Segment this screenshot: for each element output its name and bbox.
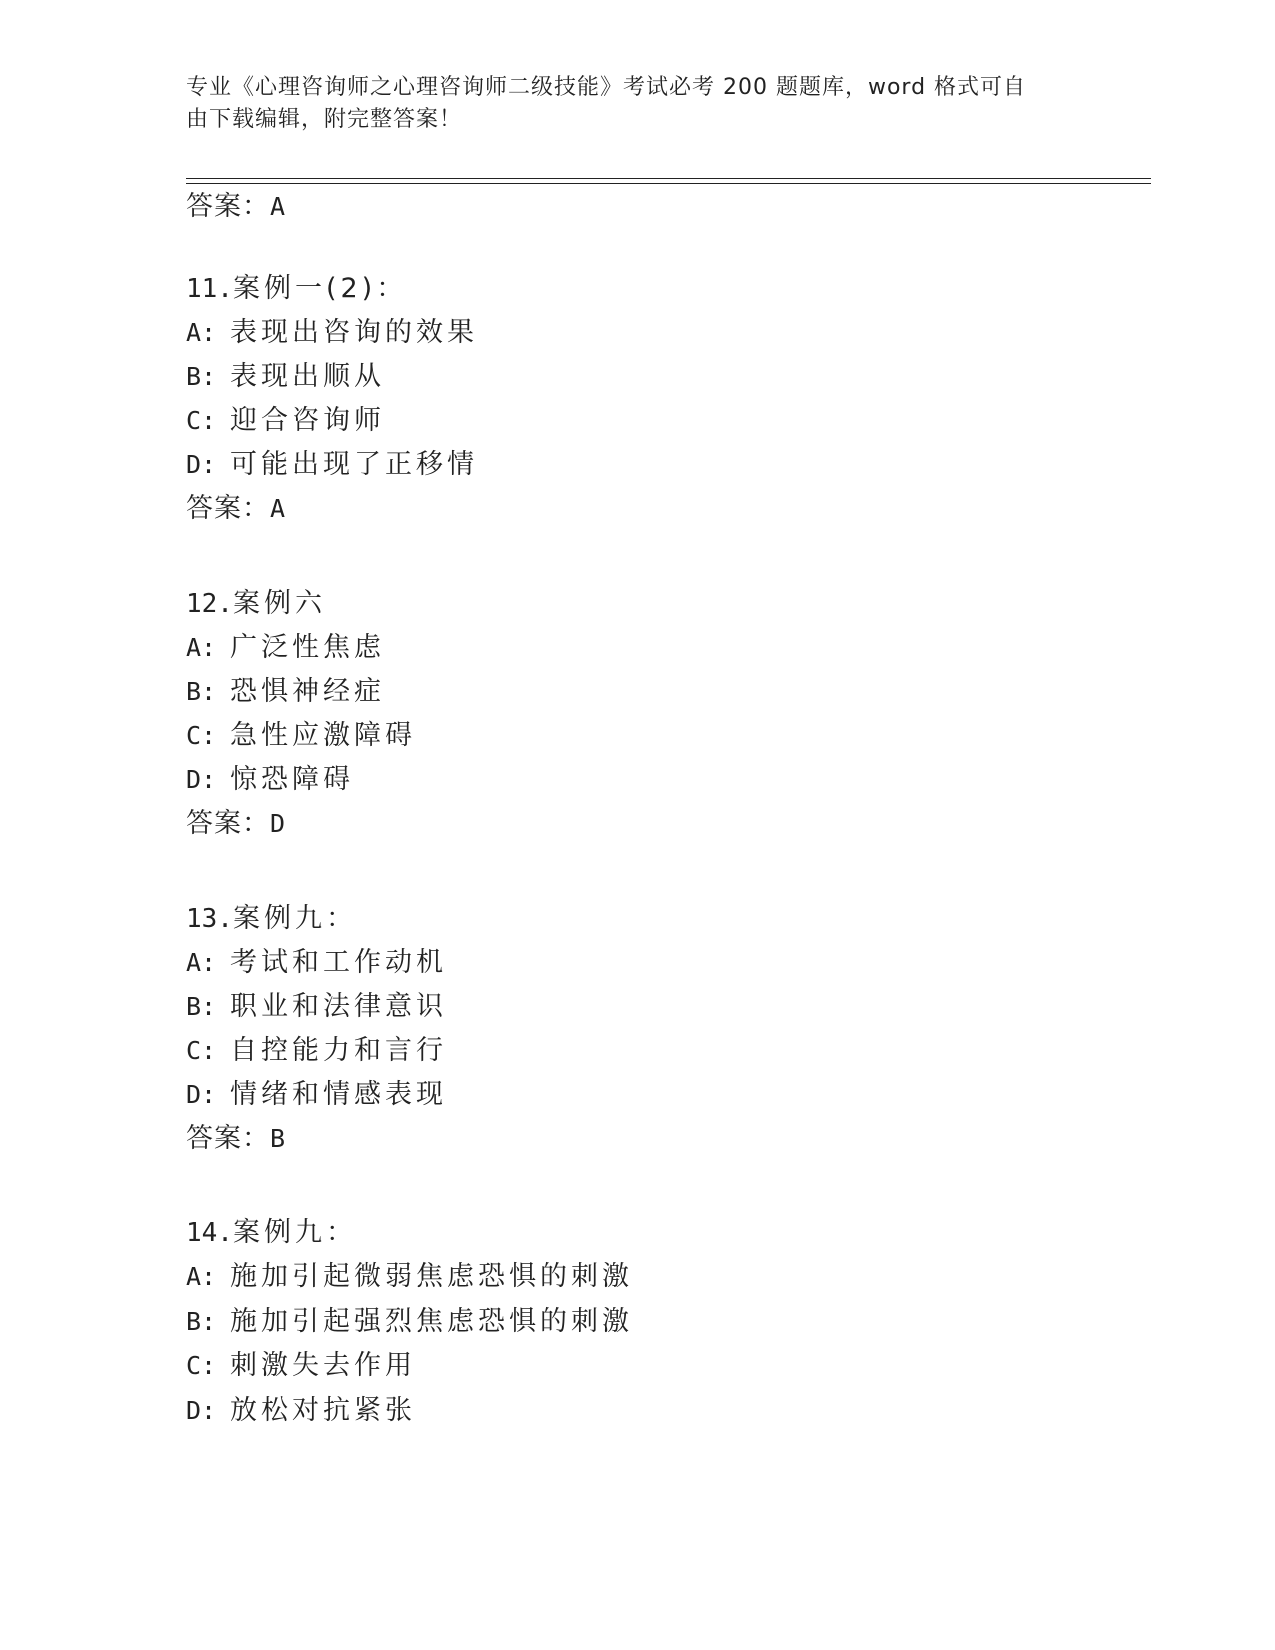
answer-label: 答案：: [186, 493, 270, 524]
option-text: 表现出咨询的效果: [230, 317, 478, 348]
question-text: 案例六: [232, 588, 326, 619]
header-line-2: 由下载编辑，附完整答案！: [186, 107, 463, 132]
option-letter: D:: [186, 765, 217, 794]
option-letter: A:: [186, 633, 217, 662]
question-stem: [186, 1216, 357, 1250]
option-text: 急性应激障碍: [230, 720, 416, 751]
option-d: [186, 1394, 416, 1428]
question-number: 14.: [186, 1218, 233, 1248]
answer-value: B: [270, 1124, 287, 1153]
question-text: 案例九：: [232, 1217, 357, 1248]
option-text: 施加引起微弱焦虑恐惧的刺激: [230, 1261, 633, 1292]
question-number: 12.: [186, 589, 233, 619]
option-c: [186, 1034, 447, 1068]
option-text: 职业和法律意识: [230, 991, 447, 1022]
option-letter: C:: [186, 406, 217, 435]
header-divider-bottom: [186, 183, 1151, 184]
option-text: 放松对抗紧张: [230, 1395, 416, 1426]
option-letter: C:: [186, 721, 217, 750]
previous-answer: [186, 190, 286, 224]
option-letter: B:: [186, 1307, 217, 1336]
option-letter: D:: [186, 450, 217, 479]
option-b: [186, 675, 385, 709]
option-letter: B:: [186, 362, 217, 391]
option-b: [186, 1305, 633, 1339]
answer: [186, 1122, 286, 1156]
answer-label: 答案：: [186, 191, 270, 222]
question-number: 13.: [186, 904, 233, 934]
option-letter: A:: [186, 948, 217, 977]
option-letter: B:: [186, 677, 217, 706]
option-letter: A:: [186, 318, 217, 347]
header-line-1: 专业《心理咨询师之心理咨询师二级技能》考试必考 200 题题库，word 格式可自: [186, 75, 1027, 100]
option-a: [186, 631, 385, 665]
option-a: [186, 1260, 633, 1294]
option-letter: C:: [186, 1036, 217, 1065]
option-a: [186, 946, 447, 980]
question-stem: [186, 902, 357, 936]
question-stem: [186, 587, 326, 621]
option-text: 迎合咨询师: [230, 405, 385, 436]
option-c: [186, 1349, 416, 1383]
option-b: [186, 990, 447, 1024]
option-letter: D:: [186, 1080, 217, 1109]
option-c: [186, 404, 385, 438]
option-d: [186, 763, 354, 797]
option-letter: B:: [186, 992, 217, 1021]
option-text: 惊恐障碍: [230, 764, 354, 795]
option-text: 考试和工作动机: [230, 947, 447, 978]
option-d: [186, 448, 478, 482]
answer-value: A: [270, 192, 287, 221]
document-header: [186, 72, 1066, 136]
option-text: 施加引起强烈焦虑恐惧的刺激: [230, 1306, 633, 1337]
option-c: [186, 719, 416, 753]
option-text: 自控能力和言行: [230, 1035, 447, 1066]
answer-label: 答案：: [186, 808, 270, 839]
option-b: [186, 360, 385, 394]
option-text: 广泛性焦虑: [230, 632, 385, 663]
question-text: 案例九：: [232, 903, 357, 934]
option-text: 恐惧神经症: [230, 676, 385, 707]
answer-label: 答案：: [186, 1123, 270, 1154]
option-d: [186, 1078, 447, 1112]
option-text: 表现出顺从: [230, 361, 385, 392]
option-text: 情绪和情感表现: [230, 1079, 447, 1110]
option-a: [186, 316, 478, 350]
answer: [186, 492, 286, 526]
question-number: 11.: [186, 274, 233, 304]
answer-value: D: [270, 809, 287, 838]
question-text: 案例一(2)：: [232, 273, 408, 304]
answer-value: A: [270, 494, 287, 523]
question-stem: [186, 272, 407, 306]
header-divider-top: [186, 178, 1151, 179]
option-text: 刺激失去作用: [230, 1350, 416, 1381]
answer: [186, 807, 286, 841]
option-letter: D:: [186, 1396, 217, 1425]
option-text: 可能出现了正移情: [230, 449, 478, 480]
option-letter: A:: [186, 1262, 217, 1291]
option-letter: C:: [186, 1351, 217, 1380]
